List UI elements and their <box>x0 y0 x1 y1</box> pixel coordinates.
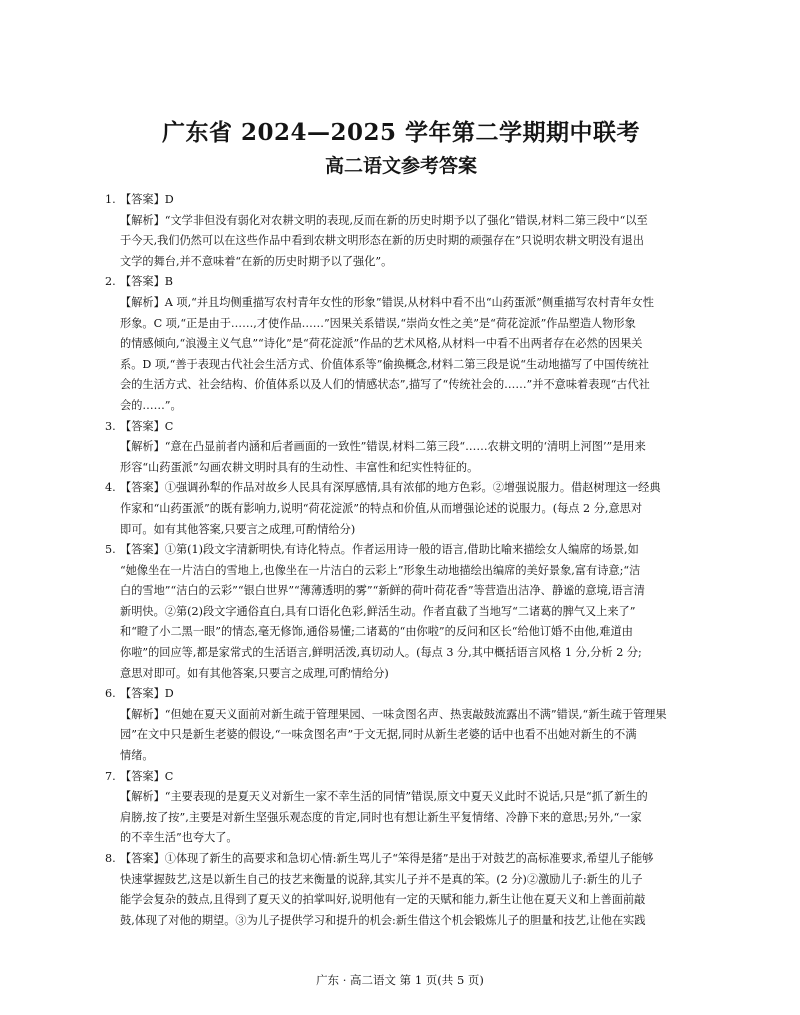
text-line: 【答案】D <box>120 193 174 206</box>
page-footer: 广东 · 高二语文 第 1 页(共 5 页) <box>316 973 484 987</box>
text-line: 【解析】“但她在夏天义面前对新生疏于管理果园、一味贪图名声、热衷敲鼓流露出不满”错误,“新生疏于管理果 <box>120 707 667 721</box>
text-line: 形象。C 项,“正是由于……,才使作品……”因果关系错误,“崇尚女性之美”是“荷花淀派”作品塑造人物形象 <box>120 316 636 330</box>
text-line: 【解析】A 项,“并且均侧重描写农村青年女性的形象”错误,从材料中看不出“山药蛋派”侧重描写农村青年女性 <box>120 295 654 309</box>
question-8 <box>105 849 682 931</box>
question-number: 2. <box>105 275 116 289</box>
text-line: 能学会复杂的鼓点,且得到了夏天义的拍掌叫好,说明他有一定的天赋和能力,新生让他在夏天义和上善面前敲 <box>120 893 646 907</box>
text-line: 文学的舞台,并不意味着“在新的历史时期予以了强化”。 <box>120 254 393 268</box>
question-number: 4. <box>105 481 116 495</box>
page-subtitle: 高二语文参考答案 <box>324 155 477 177</box>
question-6 <box>105 684 682 766</box>
text-line: 作家和“山药蛋派”的既有影响力,说明“荷花淀派”的特点和价值,从而增强论述的说服力。(每点 2 分,意思对 <box>120 501 643 515</box>
text-line: 【答案】①体现了新生的高要求和急切心情:新生骂儿子“笨得是猪”是出于对鼓艺的高标准要求,希望儿子能够 <box>120 852 654 865</box>
text-line: “她像坐在一片洁白的雪地上,也像坐在一片洁白的云彩上”形象生动地描绘出编席的美好景象,富有诗意;“洁 <box>120 563 641 577</box>
question-number: 3. <box>105 419 116 433</box>
question-number: 7. <box>105 769 116 783</box>
text-line: 情绪。 <box>120 749 154 763</box>
text-line: 【答案】①强调孙犁的作品对故乡人民具有深厚感情,具有浓郁的地方色彩。②增强说服力。借赵树理这一经典 <box>120 481 661 495</box>
question-5 <box>105 540 682 684</box>
question-3 <box>105 417 682 479</box>
text-line: 【解析】“主要表现的是夏天义对新生一家不幸生活的同情”错误,原文中夏天义此时不说话,只是“抓了新生的 <box>120 790 648 804</box>
text-line: 【答案】B <box>120 275 173 289</box>
text-line: 【解析】“文学非但没有弱化对农耕文明的表现,反而在新的历史时期予以了强化”错误,材料二第三段中“以至 <box>120 213 648 227</box>
text-line: 形容“山药蛋派”勾画农耕文明时具有的生动性、丰富性和纪实性特征的。 <box>120 460 479 474</box>
text-line: 【答案】C <box>120 769 174 783</box>
question-number: 8. <box>105 852 116 865</box>
question-7 <box>105 767 682 849</box>
question-1 <box>105 190 682 272</box>
text-line: 会的……”。 <box>120 398 182 412</box>
question-number: 6. <box>105 687 116 701</box>
text-line: 白的雪地”“洁白的云彩”“银白世界”“薄薄透明的雾”“新鲜的荷叶荷花香”等营造出洁净、静谧的意境,语言清 <box>120 584 645 598</box>
text-line: 肩膀,按了按”,主要是对新生坚强乐观态度的肯定,同时也有想让新生平复情绪、冷静下来的意思;另外,“一家 <box>120 810 642 824</box>
text-line: 鼓,体现了对他的期望。③为儿子提供学习和提升的机会:新生借这个机会锻炼儿子的胆量和技艺,让他在实践 <box>120 913 646 927</box>
text-line: 系。D 项,“善于表现古代社会生活方式、价值体系等”偷换概念,材料二第三段是说“生动地描写了中国传统社 <box>120 357 650 371</box>
text-line: 意思对即可。如有其他答案,只要言之成理,可酌情给分) <box>120 666 389 680</box>
text-line: 新明快。②第(2)段文字通俗直白,具有口语化色彩,鲜活生动。作者直截了当地写“二诸葛的脾气又上来了” <box>120 604 636 618</box>
text-line: 即可。如有其他答案,只要言之成理,可酌情给分) <box>120 522 356 536</box>
question-number: 1. <box>105 193 116 206</box>
text-line: 园”在文中只是新生老婆的假设,“一味贪图名声”于文无据,同时从新生老婆的话中也看不出她对新生的不满 <box>120 728 637 742</box>
text-line: 【答案】C <box>120 419 174 433</box>
text-line: 你啦”的回应等,都是家常式的生活语言,鲜明活泼,真切动人。(每点 3 分,其中概括语言风格 1 分,分析 2 分; <box>120 646 642 660</box>
text-line: 【答案】D <box>120 687 174 701</box>
text-line: 和“瞪了小二黑一眼”的情态,毫无修饰,通俗易懂;二诸葛的“由你啦”的反问和区长“给他订婚不由他,难道由 <box>120 625 633 639</box>
text-line: 于今天,我们仍然可以在这些作品中看到农耕文明形态在新的历史时期的顽强存在”只说明农耕文明没有退出 <box>120 234 644 248</box>
text-line: 的不幸生活”也夸大了。 <box>120 831 238 845</box>
text-line: 【解析】“意在凸显前者内涵和后者画面的一致性”错误,材料二第三段“……农耕文明的‘清明上河图’”是用来 <box>120 440 646 454</box>
page-title: 广东省 2024—2025 学年第二学期期中联考 <box>161 119 641 146</box>
question-4 <box>105 478 682 540</box>
question-number: 5. <box>105 543 116 557</box>
text-line: 快速掌握鼓艺,这是以新生自己的技艺来衡量的说辞,其实儿子并不是真的笨。(2 分)②激励儿子:新生的儿子 <box>120 872 643 886</box>
text-line: 的情感倾向,“浪漫主义气息”“诗化”是“荷花淀派”作品的艺术风格,从材料一中看不出两者存在必然的因果关 <box>120 337 643 351</box>
text-line: 【答案】①第(1)段文字清新明快,有诗化特点。作者运用诗一般的语言,借助比喻来描绘女人编席的场景,如 <box>120 543 639 557</box>
question-2 <box>105 272 682 416</box>
text-line: 会的生活方式、社会结构、价值体系以及人们的情感状态”,描写了“传统社会的……”并不意味着表现“古代社 <box>120 378 650 392</box>
